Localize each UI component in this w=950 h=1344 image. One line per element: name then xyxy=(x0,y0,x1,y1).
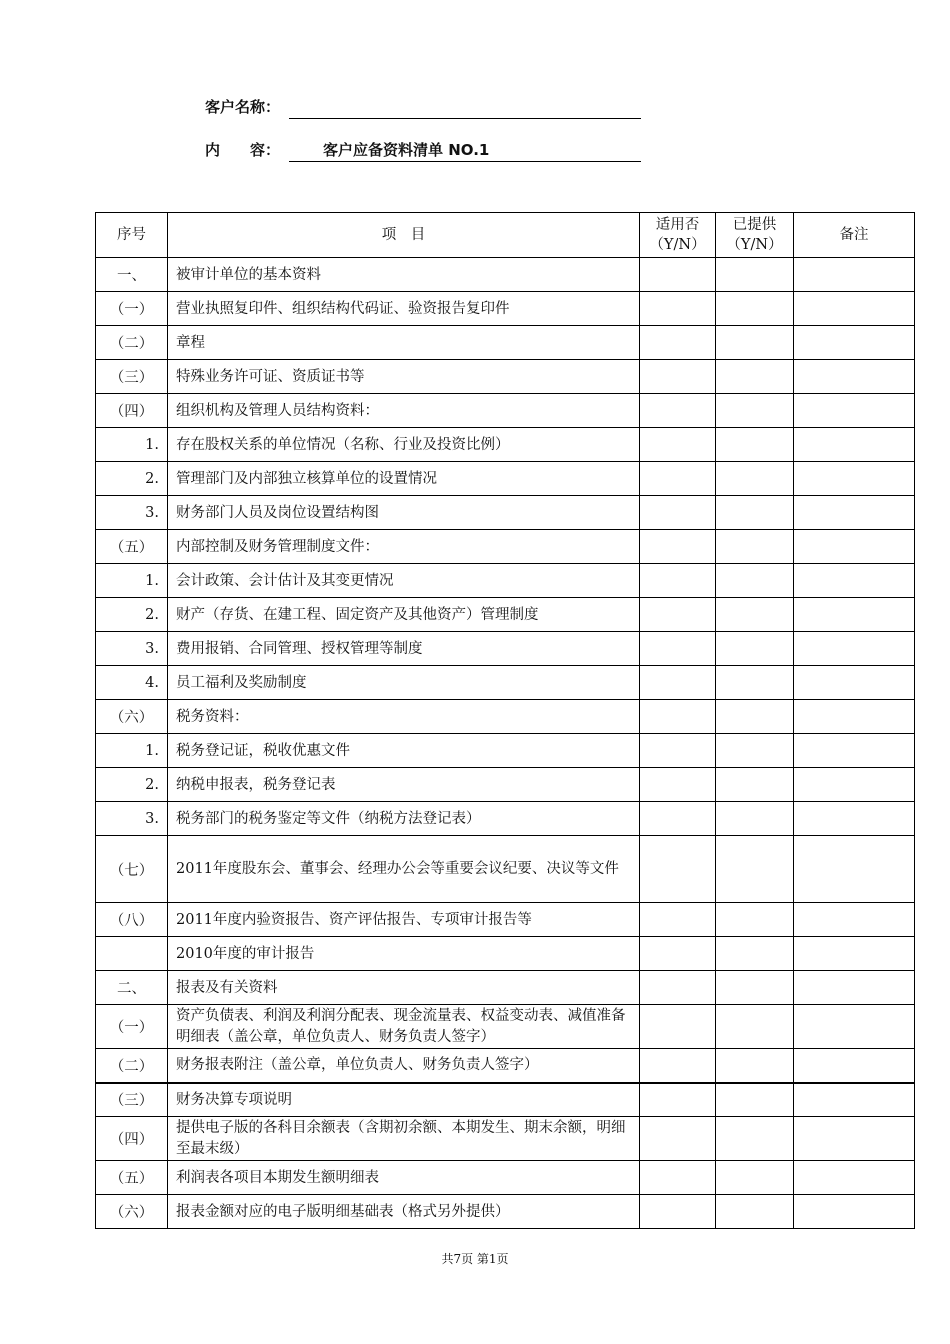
applicable-cell[interactable] xyxy=(640,1049,716,1083)
row-index: （二） xyxy=(96,326,168,360)
row-item-text: 管理部门及内部独立核算单位的设置情况 xyxy=(176,470,437,487)
applicable-cell[interactable] xyxy=(640,836,716,903)
row-item-text: 纳税申报表，税务登记表 xyxy=(176,776,336,793)
row-index: （三） xyxy=(96,1083,168,1117)
row-index: （三） xyxy=(96,360,168,394)
provided-cell[interactable] xyxy=(716,937,794,971)
table-row xyxy=(96,903,915,937)
row-item-text: 资产负债表、利润及利润分配表、现金流量表、权益变动表、减值准备明细表（盖公章，单位负责人、财务负责人签字） xyxy=(176,1007,626,1045)
row-item xyxy=(168,666,640,700)
provided-cell[interactable] xyxy=(716,462,794,496)
remarks-cell[interactable] xyxy=(794,666,915,700)
row-index: 4. xyxy=(96,666,168,700)
provided-cell[interactable] xyxy=(716,428,794,462)
row-item xyxy=(168,360,640,394)
row-index: （二） xyxy=(96,1049,168,1083)
provided-cell[interactable] xyxy=(716,1195,794,1229)
table-row xyxy=(96,1117,915,1161)
provided-cell[interactable] xyxy=(716,1083,794,1117)
applicable-cell[interactable] xyxy=(640,360,716,394)
applicable-cell[interactable] xyxy=(640,734,716,768)
row-item-text: 报表及有关资料 xyxy=(176,979,278,996)
applicable-cell[interactable] xyxy=(640,292,716,326)
remarks-cell[interactable] xyxy=(794,292,915,326)
row-item xyxy=(168,428,640,462)
provided-cell[interactable] xyxy=(716,971,794,1005)
table-row xyxy=(96,1049,915,1083)
row-item xyxy=(168,802,640,836)
table-row xyxy=(96,258,915,292)
row-index: （四） xyxy=(96,1117,168,1161)
applicable-cell[interactable] xyxy=(640,326,716,360)
applicable-cell[interactable] xyxy=(640,768,716,802)
remarks-cell[interactable] xyxy=(794,700,915,734)
remarks-cell[interactable] xyxy=(794,937,915,971)
row-index: 3. xyxy=(96,496,168,530)
table-row xyxy=(96,530,915,564)
row-item xyxy=(168,258,640,292)
table-row xyxy=(96,768,915,802)
applicable-cell[interactable] xyxy=(640,1117,716,1161)
remarks-cell[interactable] xyxy=(794,394,915,428)
row-item-text: 税务资料： xyxy=(176,708,249,725)
remarks-cell[interactable] xyxy=(794,1005,915,1049)
remarks-cell[interactable] xyxy=(794,462,915,496)
table-row xyxy=(96,734,915,768)
remarks-cell[interactable] xyxy=(794,360,915,394)
row-item-text: 费用报销、合同管理、授权管理等制度 xyxy=(176,640,423,657)
provided-cell[interactable] xyxy=(716,1161,794,1195)
row-item xyxy=(168,734,640,768)
row-item-text: 报表金额对应的电子版明细基础表（格式另外提供） xyxy=(176,1203,510,1220)
row-index: （七） xyxy=(96,836,168,903)
row-item xyxy=(168,496,640,530)
provided-cell[interactable] xyxy=(716,394,794,428)
provided-cell[interactable] xyxy=(716,1117,794,1161)
provided-cell[interactable] xyxy=(716,564,794,598)
remarks-cell[interactable] xyxy=(794,1195,915,1229)
provided-cell[interactable] xyxy=(716,258,794,292)
remarks-cell[interactable] xyxy=(794,326,915,360)
row-item xyxy=(168,1049,640,1083)
table-row xyxy=(96,428,915,462)
table-row xyxy=(96,462,915,496)
remarks-cell[interactable] xyxy=(794,1161,915,1195)
applicable-cell[interactable] xyxy=(640,462,716,496)
table-row xyxy=(96,1005,915,1049)
row-item-text: 营业执照复印件、组织结构代码证、验资报告复印件 xyxy=(176,300,510,317)
provided-cell[interactable] xyxy=(716,666,794,700)
row-index: 1. xyxy=(96,564,168,598)
provided-cell[interactable] xyxy=(716,700,794,734)
row-index: （一） xyxy=(96,292,168,326)
table-row xyxy=(96,360,915,394)
applicable-cell[interactable] xyxy=(640,700,716,734)
provided-cell[interactable] xyxy=(716,530,794,564)
content-label: 内 容： xyxy=(205,141,281,159)
row-item-text: 利润表各项目本期发生额明细表 xyxy=(176,1169,379,1186)
row-index: 3. xyxy=(96,802,168,836)
provided-cell[interactable] xyxy=(716,598,794,632)
col-header-item: 项 目 xyxy=(168,213,640,258)
row-item xyxy=(168,564,640,598)
customer-name-label: 客户名称： xyxy=(205,98,281,116)
row-item-text: 税务登记证，税收优惠文件 xyxy=(176,742,350,759)
col-header-provided: 已提供 （Y/N） xyxy=(716,213,794,258)
table-row xyxy=(96,598,915,632)
provided-cell[interactable] xyxy=(716,768,794,802)
row-item-text: 组织机构及管理人员结构资料： xyxy=(176,402,379,419)
table-row xyxy=(96,836,915,903)
table-row xyxy=(96,496,915,530)
row-item-text: 特殊业务许可证、资质证书等 xyxy=(176,368,365,385)
row-item xyxy=(168,632,640,666)
applicable-cell[interactable] xyxy=(640,666,716,700)
remarks-cell[interactable] xyxy=(794,1049,915,1083)
provided-cell[interactable] xyxy=(716,802,794,836)
table-row xyxy=(96,937,915,971)
row-index: 2. xyxy=(96,462,168,496)
row-index: 一、 xyxy=(96,258,168,292)
remarks-cell[interactable] xyxy=(794,598,915,632)
remarks-cell[interactable] xyxy=(794,530,915,564)
applicable-cell[interactable] xyxy=(640,971,716,1005)
row-item-text: 财务决算专项说明 xyxy=(176,1091,292,1108)
table-row xyxy=(96,326,915,360)
row-index: 1. xyxy=(96,734,168,768)
remarks-cell[interactable] xyxy=(794,258,915,292)
table-row xyxy=(96,1161,915,1195)
applicable-cell[interactable] xyxy=(640,937,716,971)
row-index: （五） xyxy=(96,530,168,564)
row-item xyxy=(168,1005,640,1049)
row-item xyxy=(168,530,640,564)
table-row xyxy=(96,394,915,428)
row-item xyxy=(168,462,640,496)
provided-cell[interactable] xyxy=(716,632,794,666)
remarks-cell[interactable] xyxy=(794,428,915,462)
provided-cell[interactable] xyxy=(716,496,794,530)
applicable-cell[interactable] xyxy=(640,1161,716,1195)
col-header-remarks: 备注 xyxy=(794,213,915,258)
provided-cell[interactable] xyxy=(716,903,794,937)
col-header-applicable: 适用否 （Y/N） xyxy=(640,213,716,258)
row-item-text: 财务部门人员及岗位设置结构图 xyxy=(176,504,379,521)
remarks-cell[interactable] xyxy=(794,496,915,530)
row-item-text: 存在股权关系的单位情况（名称、行业及投资比例） xyxy=(176,436,510,453)
row-item-text: 税务部门的税务鉴定等文件（纳税方法登记表） xyxy=(176,810,481,827)
table-row xyxy=(96,632,915,666)
row-item-text: 被审计单位的基本资料 xyxy=(176,266,321,283)
checklist-table xyxy=(95,212,915,1229)
content-value: 客户应备资料清单 NO.1 xyxy=(323,141,490,159)
applicable-cell[interactable] xyxy=(640,564,716,598)
applicable-cell[interactable] xyxy=(640,632,716,666)
provided-cell[interactable] xyxy=(716,1005,794,1049)
table-row xyxy=(96,971,915,1005)
remarks-cell[interactable] xyxy=(794,971,915,1005)
provided-cell[interactable] xyxy=(716,360,794,394)
row-item xyxy=(168,598,640,632)
row-item-text: 员工福利及奖励制度 xyxy=(176,674,307,691)
provided-cell[interactable] xyxy=(716,326,794,360)
applicable-cell[interactable] xyxy=(640,394,716,428)
table-row xyxy=(96,1195,915,1229)
row-index: （六） xyxy=(96,1195,168,1229)
applicable-cell[interactable] xyxy=(640,802,716,836)
row-item xyxy=(168,836,640,903)
provided-cell[interactable] xyxy=(716,292,794,326)
remarks-cell[interactable] xyxy=(794,836,915,903)
applicable-cell[interactable] xyxy=(640,258,716,292)
col-header-index: 序号 xyxy=(96,213,168,258)
applicable-cell[interactable] xyxy=(640,1005,716,1049)
applicable-cell[interactable] xyxy=(640,530,716,564)
remarks-cell[interactable] xyxy=(794,768,915,802)
row-index: （一） xyxy=(96,1005,168,1049)
table-row xyxy=(96,666,915,700)
row-item-text: 2011年度内验资报告、资产评估报告、专项审计报告等 xyxy=(176,911,532,928)
provided-cell[interactable] xyxy=(716,1049,794,1083)
row-item xyxy=(168,903,640,937)
remarks-cell[interactable] xyxy=(794,903,915,937)
row-index: 3. xyxy=(96,632,168,666)
applicable-cell[interactable] xyxy=(640,428,716,462)
row-index: （八） xyxy=(96,903,168,937)
row-item xyxy=(168,326,640,360)
applicable-cell[interactable] xyxy=(640,1195,716,1229)
table-header-row xyxy=(96,213,915,258)
customer-name-field[interactable] xyxy=(289,96,641,119)
applicable-cell[interactable] xyxy=(640,903,716,937)
row-item-text: 内部控制及财务管理制度文件： xyxy=(176,538,379,555)
provided-cell[interactable] xyxy=(716,836,794,903)
applicable-cell[interactable] xyxy=(640,598,716,632)
remarks-cell[interactable] xyxy=(794,632,915,666)
row-item xyxy=(168,937,640,971)
row-item xyxy=(168,1117,640,1161)
row-index xyxy=(96,937,168,971)
row-index: 2. xyxy=(96,598,168,632)
remarks-cell[interactable] xyxy=(794,564,915,598)
row-item xyxy=(168,394,640,428)
table-row xyxy=(96,292,915,326)
row-index: 1. xyxy=(96,428,168,462)
row-index: （五） xyxy=(96,1161,168,1195)
provided-cell[interactable] xyxy=(716,734,794,768)
table-row xyxy=(96,1083,915,1117)
row-item xyxy=(168,292,640,326)
row-item xyxy=(168,1195,640,1229)
table-row xyxy=(96,802,915,836)
row-index: （四） xyxy=(96,394,168,428)
page-footer: 共7页 第1页 xyxy=(441,1252,509,1266)
applicable-cell[interactable] xyxy=(640,496,716,530)
row-item xyxy=(168,1083,640,1117)
applicable-cell[interactable] xyxy=(640,1083,716,1117)
row-item-text: 章程 xyxy=(176,334,205,351)
row-item-text: 会计政策、会计估计及其变更情况 xyxy=(176,572,394,589)
row-item xyxy=(168,768,640,802)
row-index: 二、 xyxy=(96,971,168,1005)
row-index: 2. xyxy=(96,768,168,802)
row-item-text: 提供电子版的各科目余额表（含期初余额、本期发生、期末余额，明细至最末级） xyxy=(176,1119,626,1157)
row-item xyxy=(168,971,640,1005)
remarks-cell[interactable] xyxy=(794,1083,915,1117)
row-item-text: 财产（存货、在建工程、固定资产及其他资产）管理制度 xyxy=(176,606,539,623)
row-item-text: 2011年度股东会、董事会、经理办公会等重要会议纪要、决议等文件 xyxy=(176,861,619,877)
row-item-text: 2010年度的审计报告 xyxy=(176,945,315,962)
row-item-text: 财务报表附注（盖公章，单位负责人、财务负责人签字） xyxy=(176,1057,539,1074)
row-item xyxy=(168,700,640,734)
remarks-cell[interactable] xyxy=(794,802,915,836)
row-item xyxy=(168,1161,640,1195)
table-row xyxy=(96,700,915,734)
remarks-cell[interactable] xyxy=(794,1117,915,1161)
remarks-cell[interactable] xyxy=(794,734,915,768)
table-row xyxy=(96,564,915,598)
row-index: （六） xyxy=(96,700,168,734)
